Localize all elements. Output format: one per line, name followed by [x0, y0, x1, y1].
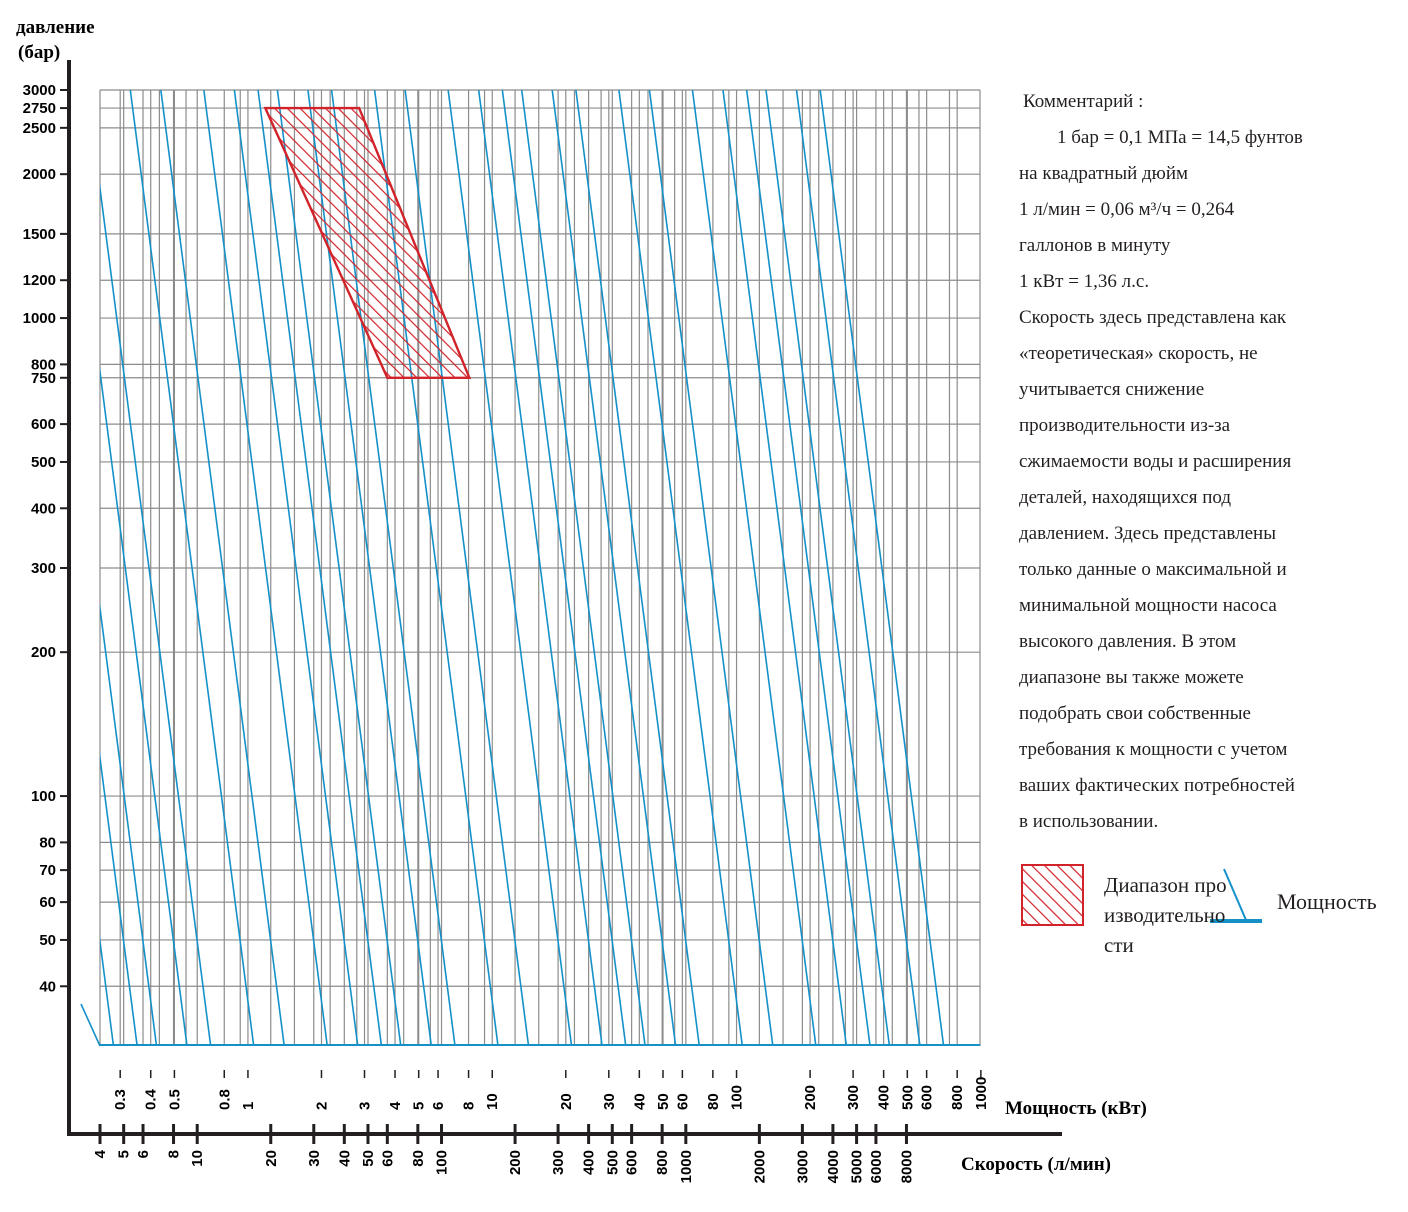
comment-line: требования к мощности с учетом [1019, 739, 1288, 760]
power-tick-label-8: 8 [460, 1101, 478, 1110]
power-tick-label-80: 80 [704, 1093, 722, 1110]
power-tick-label-4: 4 [387, 1101, 405, 1110]
comment-line: деталей, находящихся под [1019, 487, 1232, 508]
speed-tick-label-200: 200 [507, 1150, 525, 1176]
comment-line: производительности из-за [1019, 415, 1231, 436]
speed-tick-label-300: 300 [550, 1150, 568, 1176]
y-tick-label-400: 400 [30, 500, 56, 518]
comment-line: давлением. Здесь представлены [1019, 523, 1276, 544]
speed-tick-label-500: 500 [604, 1150, 622, 1176]
speed-tick-label-5000: 5000 [848, 1150, 866, 1184]
power-tick-label-60: 60 [674, 1093, 692, 1110]
speed-tick-label-100: 100 [433, 1150, 451, 1176]
power-tick-label-600: 600 [918, 1084, 936, 1110]
y-tick-label-200: 200 [30, 644, 56, 662]
comment-line: сжимаемости воды и расширения [1019, 451, 1292, 472]
speed-tick-label-8000: 8000 [898, 1150, 916, 1184]
speed-tick-label-3000: 3000 [794, 1150, 812, 1184]
power-line-0.4kw [0, 90, 113, 1046]
performance-range-area [265, 108, 469, 378]
power-tick-label-500: 500 [899, 1084, 917, 1110]
y-tick-label-750: 750 [30, 369, 56, 387]
y-tick-label-1500: 1500 [22, 225, 56, 243]
power-tick-label-100: 100 [728, 1084, 746, 1110]
performance-range-polygon [265, 108, 469, 378]
comment-line: диапазоне вы также можете [1019, 667, 1244, 688]
power-tick-label-300: 300 [845, 1084, 863, 1110]
comment-line: высокого давления. В этом [1019, 631, 1237, 652]
power-tick-label-6: 6 [430, 1101, 448, 1110]
speed-tick-label-1000: 1000 [677, 1150, 695, 1184]
y-tick-label-2000: 2000 [22, 166, 56, 184]
speed-tick-label-80: 80 [409, 1150, 427, 1167]
power-tick-label-1: 1 [239, 1101, 257, 1110]
y-tick-label-1200: 1200 [22, 272, 56, 290]
power-tick-label-10: 10 [484, 1093, 502, 1110]
comments-block [1019, 84, 1359, 840]
comment-line: «теоретическая» скорость, не [1019, 343, 1258, 364]
speed-tick-label-10: 10 [189, 1150, 207, 1167]
y-tick-label-50: 50 [39, 931, 56, 949]
power-line-lead [81, 1004, 100, 1046]
comments-lines [1019, 120, 1359, 840]
speed-tick-label-4: 4 [92, 1150, 109, 1159]
y-tick-label-1000: 1000 [22, 310, 56, 328]
legend-power-label: Мощность [1277, 889, 1377, 914]
axes [67, 60, 1062, 1136]
y-tick-label-40: 40 [39, 978, 56, 996]
speed-tick-label-50: 50 [359, 1150, 377, 1167]
speed-tick-label-4000: 4000 [824, 1150, 842, 1184]
y-tick-label-2750: 2750 [22, 100, 56, 118]
speed-tick-label-600: 600 [623, 1150, 641, 1176]
power-tick-label-0.8: 0.8 [216, 1089, 234, 1110]
comment-line: на квадратный дюйм [1019, 163, 1189, 184]
power-line-0.15kw [0, 90, 9, 1046]
speed-tick-label-6000: 6000 [867, 1150, 885, 1184]
power-tick-label-1000: 1000 [972, 1076, 990, 1110]
y-axis-title-line1: давление [16, 17, 95, 38]
power-tick-label-200: 200 [802, 1084, 820, 1110]
speed-tick-label-40: 40 [336, 1150, 354, 1167]
power-tick-label-20: 20 [557, 1093, 575, 1110]
comment-line: 1 л/мин = 0,06 м³/ч = 0,264 [1019, 199, 1235, 220]
legend-range-label: Диапазон производительности [1104, 873, 1227, 957]
speed-tick-label-2000: 2000 [751, 1150, 769, 1184]
comment-line: в использовании. [1019, 811, 1159, 832]
speed-tick-label-30: 30 [305, 1150, 323, 1167]
speed-tick-label-20: 20 [262, 1150, 280, 1167]
y-tick-label-100: 100 [30, 788, 56, 806]
legend-range-swatch [1022, 865, 1083, 925]
y-axis-ticks [23, 82, 69, 995]
power-tick-label-3: 3 [356, 1101, 374, 1110]
power-tick-label-0.3: 0.3 [112, 1089, 130, 1110]
power-tick-label-0.4: 0.4 [142, 1089, 160, 1110]
speed-tick-label-60: 60 [379, 1150, 397, 1167]
y-tick-label-600: 600 [30, 416, 56, 434]
power-tick-label-0.5: 0.5 [166, 1089, 184, 1110]
comment-line: 1 кВт = 1,36 л.с. [1019, 271, 1150, 292]
comment-line: подобрать свои собственные [1019, 703, 1251, 724]
speed-tick-label-6: 6 [135, 1150, 153, 1159]
comment-line: ваших фактических потребностей [1019, 775, 1295, 796]
power-tick-label-30: 30 [600, 1093, 618, 1110]
comment-line: учитывается снижение [1019, 379, 1205, 400]
power-axis-title: Мощность (кВт) [1005, 1098, 1147, 1119]
y-tick-label-500: 500 [30, 453, 56, 471]
y-tick-label-80: 80 [39, 834, 56, 852]
speed-tick-label-8: 8 [165, 1150, 183, 1159]
speed-tick-label-5: 5 [115, 1150, 133, 1159]
y-tick-label-2500: 2500 [22, 119, 56, 137]
y-tick-label-70: 70 [39, 862, 56, 880]
speed-tick-label-800: 800 [654, 1150, 672, 1176]
comment-line: 1 бар = 0,1 МПа = 14,5 фунтов [1057, 127, 1303, 148]
power-tick-label-50: 50 [655, 1093, 673, 1110]
power-tick-label-2: 2 [313, 1101, 331, 1110]
power-tick-label-5: 5 [410, 1101, 428, 1110]
power-tick-label-800: 800 [949, 1084, 967, 1110]
speed-axis-title: Скорость (л/мин) [961, 1154, 1111, 1175]
comment-line: только данные о максимальной и [1019, 559, 1287, 580]
comment-line: минимальной мощности насоса [1019, 595, 1277, 616]
power-tick-label-400: 400 [875, 1084, 893, 1110]
y-tick-label-60: 60 [39, 894, 56, 912]
comment-line: галлонов в минуту [1019, 235, 1171, 256]
y-tick-label-300: 300 [30, 560, 56, 577]
speed-tick-label-400: 400 [580, 1150, 598, 1176]
comment-line: Скорость здесь представлена как [1019, 307, 1287, 328]
power-axis-ticks [112, 1070, 990, 1110]
comments-title: Комментарий : [1023, 91, 1144, 112]
power-tick-label-40: 40 [631, 1093, 649, 1110]
y-tick-label-3000: 3000 [22, 82, 56, 99]
y-axis-title-line2: (бар) [18, 42, 61, 63]
y-tick-label-800: 800 [30, 356, 56, 374]
